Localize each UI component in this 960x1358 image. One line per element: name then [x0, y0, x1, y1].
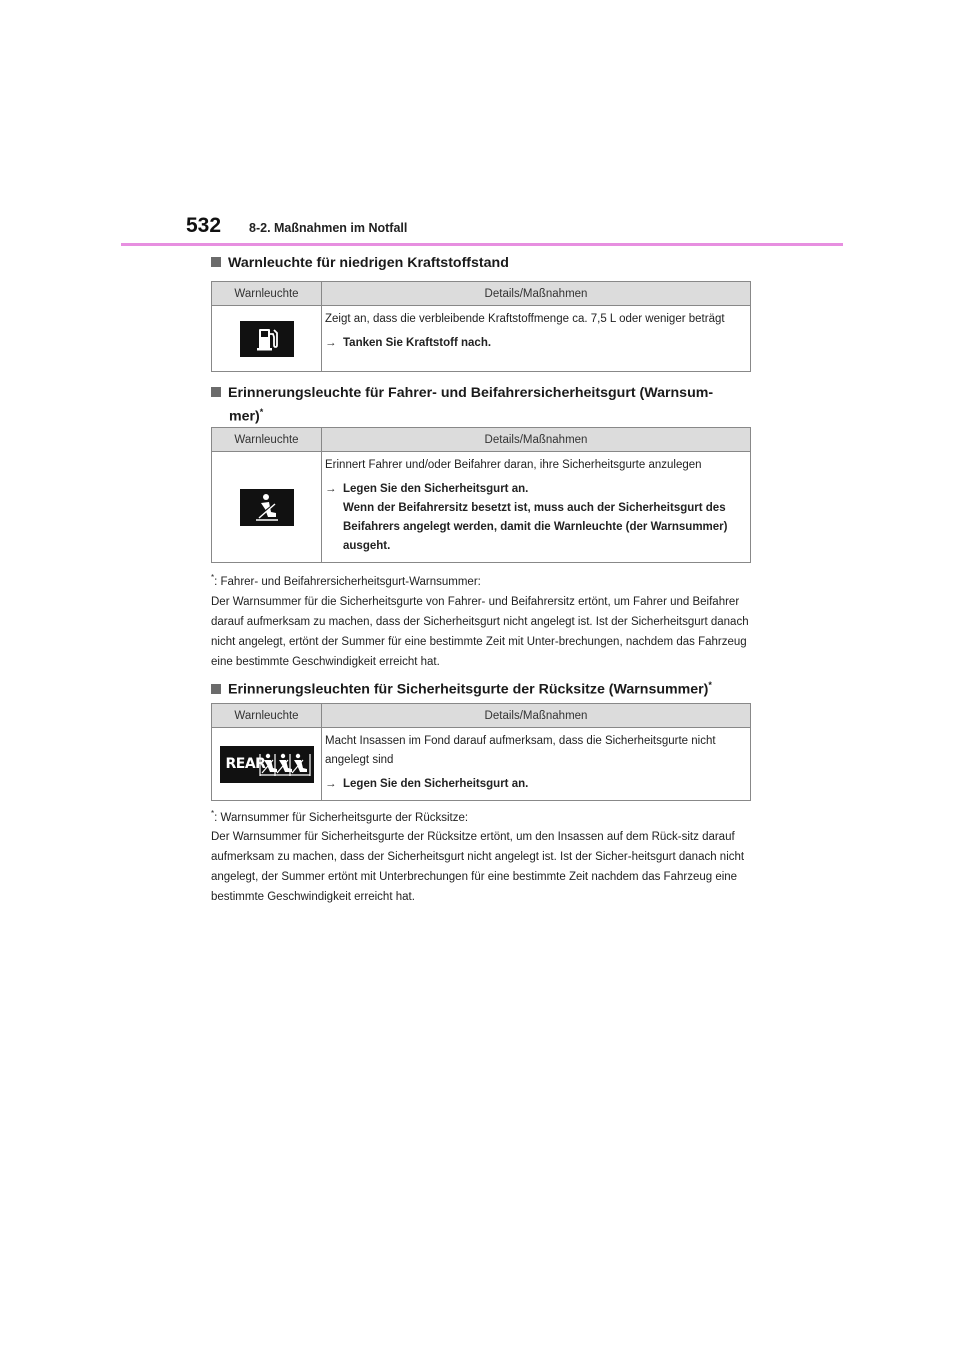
action-extra-text: Wenn der Beifahrersitz besetzt ist, muss auch der Sicherheitsgurt des Beifahrers angelegt werden, damit die Warnleuchte (der Warnsummer) ausgeht. — [343, 502, 728, 552]
warning-table-fuel — [211, 281, 751, 372]
bullet-square — [211, 257, 221, 267]
heading-text: Erinnerungsleuchten für Sicherheitsgurte der Rücksitze (Warnsummer) — [228, 681, 709, 698]
arrow-icon: → — [325, 778, 337, 790]
heading-text: Warnleuchte für niedrigen Kraftstoffstand — [228, 255, 509, 271]
rear-label: REAR — [225, 755, 266, 772]
action-text: Legen Sie den Sicherheitsgurt an. — [343, 778, 529, 790]
action-line — [325, 480, 745, 556]
footnote-marker: * — [211, 573, 215, 582]
icon-cell — [212, 452, 322, 563]
column-header-details: Details/Maßnahmen — [322, 704, 751, 728]
details-cell — [322, 306, 751, 372]
footnote-seatbelt — [211, 568, 481, 592]
warning-table-seatbelt — [211, 427, 751, 563]
details-text: Erinnert Fahrer und/oder Beifahrer daran, ihre Sicherheitsgurte anzulegen — [325, 459, 702, 471]
footnote-marker: * — [708, 680, 712, 690]
bullet-square — [211, 684, 221, 694]
rear-seatbelt-icon — [220, 746, 314, 783]
icon-cell — [212, 728, 322, 801]
column-header-warnleuchte: Warnleuchte — [212, 704, 322, 728]
page-header — [0, 0, 960, 250]
action-text: Legen Sie den Sicherheitsgurt an. — [343, 483, 529, 495]
section-heading-rear-seatbelt — [211, 676, 712, 700]
heading-text-line1: Erinnerungsleuchte für Fahrer- und Beifahrersicherheitsgurt (Warnsum- — [228, 385, 714, 401]
section-label: 8-2. Maßnahmen im Notfall — [249, 221, 408, 235]
warning-table-rear-seatbelt — [211, 703, 751, 801]
heading-text-line2: mer) — [229, 408, 260, 425]
bullet-square — [211, 387, 221, 397]
action-line — [325, 775, 745, 794]
footnote-marker: * — [259, 407, 264, 417]
page-number: 532 — [186, 214, 222, 237]
column-header-warnleuchte: Warnleuchte — [212, 282, 322, 306]
seatbelt-icon — [240, 489, 294, 526]
details-text: Zeigt an, dass die verbleibende Kraftstoffmenge ca. 7,5 L oder weniger beträgt — [325, 313, 725, 325]
header-divider — [121, 243, 843, 246]
details-cell — [322, 728, 751, 801]
footnote-text: : Warnsummer für Sicherheitsgurte der Rücksitze: — [214, 811, 469, 824]
fuel-pump-icon — [240, 321, 294, 357]
footnote-marker: * — [211, 809, 215, 818]
paragraph-seatbelt: Der Warnsummer für die Sicherheitsgurte von Fahrer- und Beifahrersitz ertönt, um Fahrer und Beifahrer darauf aufmerksam zu machen, dass der Sicherheitsgurt nicht angelegt ist. Ist der Sicherheitsgurt danach nicht angelegt, ertönt der Summer für eine bestimmte Zeit mit Unter-brechungen, nachdem das Fahrzeug eine bestimmte Geschwindigkeit erreicht hat. — [211, 596, 749, 668]
column-header-details: Details/Maßnahmen — [322, 282, 751, 306]
paragraph-rear-seatbelt: Der Warnsummer für Sicherheitsgurte der Rücksitze ertönt, um den Insassen auf dem Rück-sitz darauf aufmerksam zu machen, dass der Sicherheitsgurt nicht angelegt ist. Ist der Sicher-heitsgurt danach nicht angelegt, der Summer ertönt mit Unterbrechungen für eine bestimmte Zeit nachdem das Fahrzeug eine bestimmte Geschwindigkeit erreicht hat. — [211, 831, 745, 903]
icon-cell — [212, 306, 322, 372]
arrow-icon: → — [325, 337, 337, 349]
arrow-icon: → — [325, 483, 337, 495]
section-heading-fuel — [211, 254, 509, 273]
details-text: Macht Insassen im Fond darauf aufmerksam, dass die Sicherheitsgurte nicht angelegt sind — [325, 735, 716, 766]
section-heading-seatbelt — [211, 384, 713, 427]
action-line — [325, 334, 745, 353]
action-text: Tanken Sie Kraftstoff nach. — [343, 337, 492, 349]
column-header-warnleuchte: Warnleuchte — [212, 428, 322, 452]
footnote-rear-seatbelt — [211, 804, 468, 828]
details-cell — [322, 452, 751, 563]
footnote-text: : Fahrer- und Beifahrersicherheitsgurt-Warnsummer: — [214, 575, 481, 588]
column-header-details: Details/Maßnahmen — [322, 428, 751, 452]
